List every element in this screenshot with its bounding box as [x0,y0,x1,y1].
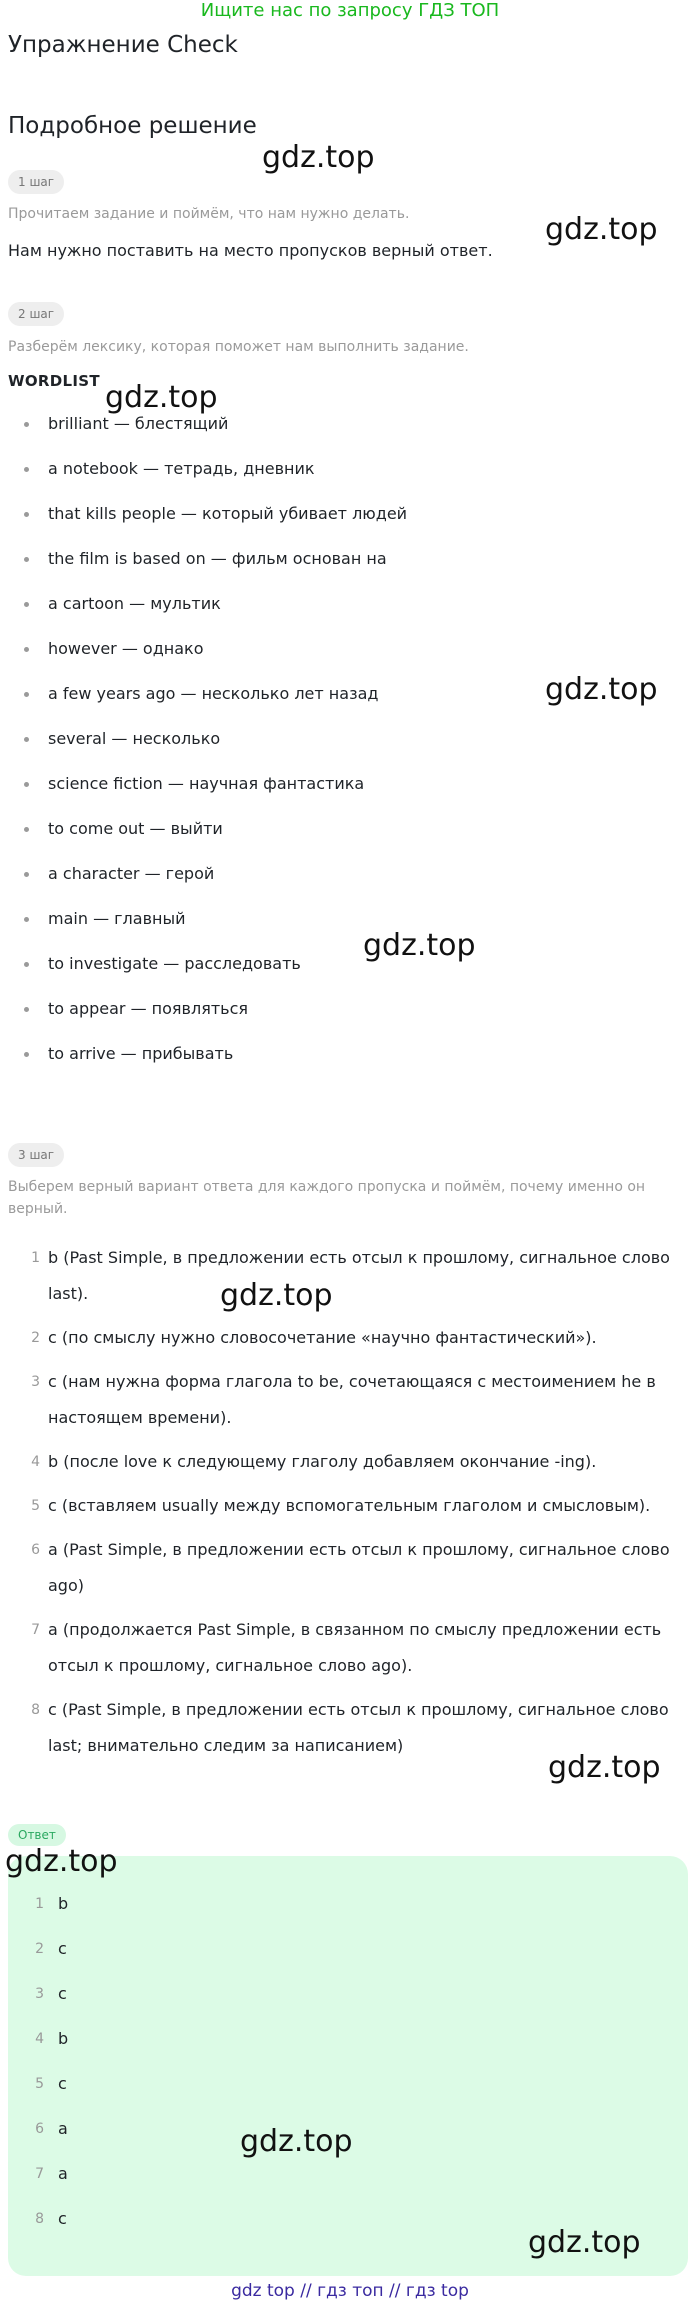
solution-number: 5 [31,1498,40,1514]
watermark: gdz.top [545,672,658,707]
answer-number: 7 [35,2166,44,2182]
solution-text: c (нам нужна форма глагола to be, сочетающаяся с местоимением he в настоящем времени). [48,1372,656,1427]
watermark: gdz.top [262,140,375,175]
answer-value: b [58,1894,69,1913]
solution-item [8,1444,678,1480]
solution-item [8,1240,678,1312]
wordlist-item: that kills people — который убивает людей [24,500,407,545]
answer-item [10,1937,68,1982]
wordlist-item: main — главный [24,905,407,950]
step-1-text: Нам нужно поставить на место пропусков верный ответ. [8,241,493,260]
answer-number: 3 [35,1986,44,2002]
step-2-hint: Разберём лексику, которая поможет нам выполнить задание. [8,339,469,355]
solution-item [8,1488,678,1524]
answer-number: 5 [35,2076,44,2092]
footer-links: gdz top // гдз топ // гдз top [231,2281,469,2301]
watermark: gdz.top [548,1750,661,1785]
wordlist-item: a cartoon — мультик [24,590,407,635]
answer-item [10,2072,68,2117]
answer-item [10,1892,68,1937]
wordlist-item: however — однако [24,635,407,680]
answer-number: 4 [35,2031,44,2047]
step-1-badge: 1 шаг [8,170,64,194]
step-3-hint: Выберем верный вариант ответа для каждого пропуска и поймём, почему именно он верный. [8,1179,646,1217]
wordlist-item: to arrive — прибывать [24,1040,407,1085]
solution-number: 6 [31,1542,40,1558]
answer-number: 6 [35,2121,44,2137]
solution-number: 1 [31,1250,40,1266]
solution-item [8,1364,678,1436]
solution-number: 4 [31,1454,40,1470]
step-2-badge: 2 шаг [8,302,64,326]
answer-number: 1 [35,1896,44,1912]
wordlist [24,410,407,1085]
solution-text: a (продолжается Past Simple, в связанном по смыслу предложении есть отсыл к прошлому, сигнальное слово ago). [48,1620,662,1675]
watermark: gdz.top [220,1278,333,1313]
answer-box [8,1856,688,2276]
search-banner: Ищите нас по запросу ГДЗ ТОП [200,0,500,21]
watermark: gdz.top [528,2225,641,2260]
page-title: Упражнение Check [8,32,238,58]
wordlist-item: a character — герой [24,860,407,905]
watermark: gdz.top [5,1844,118,1879]
answer-value: b [58,2029,69,2048]
solution-text: c (по смыслу нужно словосочетание «научно фантастический»). [48,1328,597,1347]
wordlist-item: a notebook — тетрадь, дневник [24,455,407,500]
solution-list [8,1240,678,1772]
solution-text: c (Past Simple, в предложении есть отсыл к прошлому, сигнальное слово last; внимательно следим за написанием) [48,1700,669,1755]
solution-text: a (Past Simple, в предложении есть отсыл к прошлому, сигнальное слово ago) [48,1540,670,1595]
solution-text: c (вставляем usually между вспомогательным глаголом и смысловым). [48,1496,651,1515]
step-3-badge: 3 шаг [8,1143,64,1167]
solution-number: 8 [31,1702,40,1718]
answer-value: c [58,1984,67,2003]
wordlist-item: to come out — выйти [24,815,407,860]
solution-item [8,1532,678,1604]
answer-item [10,2117,68,2162]
watermark: gdz.top [545,212,658,247]
answer-value: a [58,2119,68,2138]
section-title: Подробное решение [8,113,257,139]
solution-item [8,1320,678,1356]
watermark: gdz.top [105,380,218,415]
solution-number: 2 [31,1330,40,1346]
answer-item [10,1982,68,2027]
answer-item [10,2162,68,2207]
answer-value: c [58,2074,67,2093]
wordlist-item: a few years ago — несколько лет назад [24,680,407,725]
wordlist-item: brilliant — блестящий [24,410,407,455]
answer-item [10,2027,68,2072]
wordlist-item: science fiction — научная фантастика [24,770,407,815]
answer-number: 2 [35,1941,44,1957]
solution-text: b (Past Simple, в предложении есть отсыл к прошлому, сигнальное слово last). [48,1248,670,1303]
watermark: gdz.top [240,2124,353,2159]
answer-list [10,1892,68,2252]
solution-number: 7 [31,1622,40,1638]
wordlist-item: the film is based on — фильм основан на [24,545,407,590]
answer-number: 8 [35,2211,44,2227]
step-1-hint: Прочитаем задание и поймём, что нам нужно делать. [8,206,410,222]
answer-value: c [58,1939,67,1958]
answer-value: c [58,2209,67,2228]
answer-badge: Ответ [8,1824,66,1846]
wordlist-heading: WORDLIST [8,372,100,390]
solution-item [8,1612,678,1684]
wordlist-item: to investigate — расследовать [24,950,407,995]
answer-value: a [58,2164,68,2183]
answer-item [10,2207,68,2252]
wordlist-item: to appear — появляться [24,995,407,1040]
watermark: gdz.top [363,928,476,963]
solution-text: b (после love к следующему глаголу добавляем окончание -ing). [48,1452,597,1471]
wordlist-item: several — несколько [24,725,407,770]
solution-number: 3 [31,1374,40,1390]
